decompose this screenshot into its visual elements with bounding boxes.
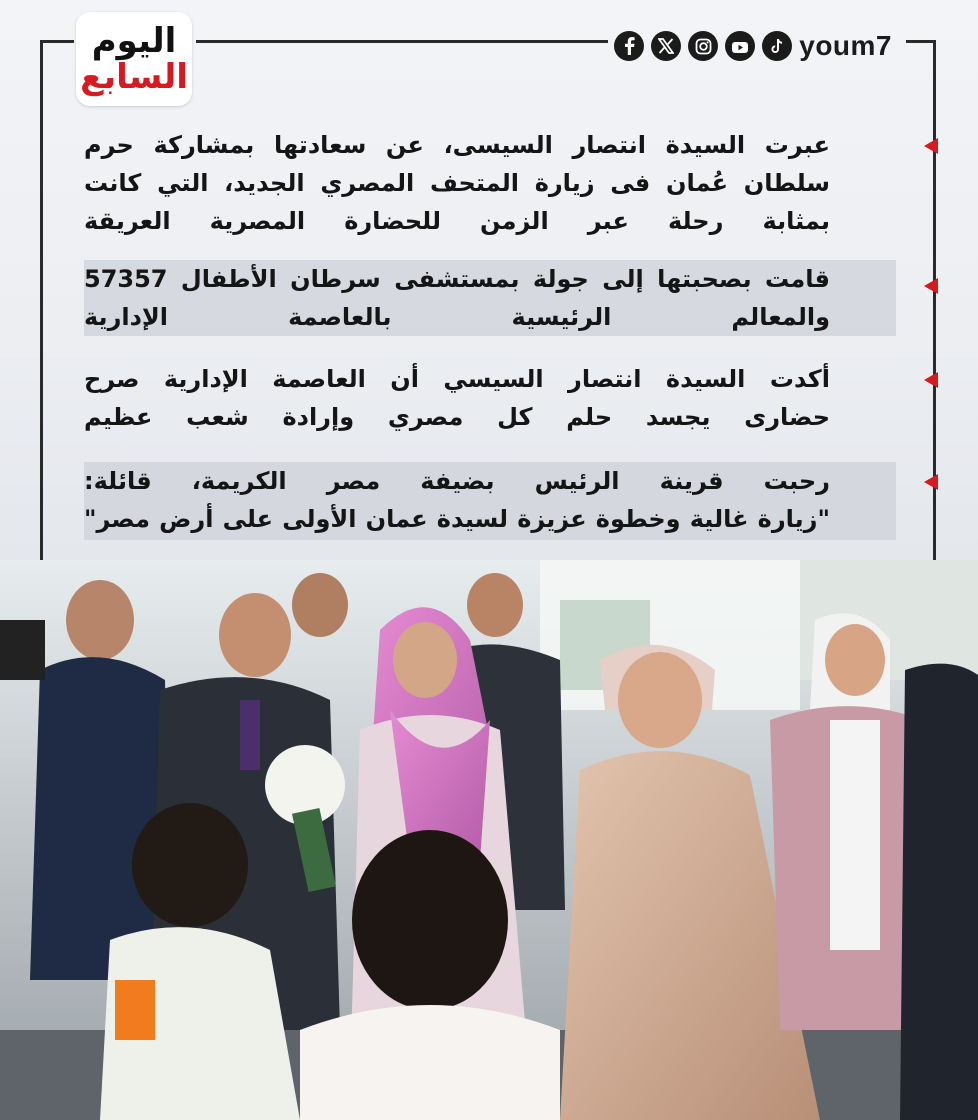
instagram-icon[interactable] — [688, 31, 718, 61]
brand-wordmark: youm7 — [799, 30, 892, 61]
bullet-line: رحبت قرينة الرئيس بضيفة مصر الكريمة، قائلة: — [84, 467, 830, 495]
bullet-text — [84, 126, 830, 240]
bullet-line: حضارى يجسد حلم كل مصري وإرادة شعب عظيم — [84, 403, 830, 431]
frame-top-right-line — [906, 40, 936, 43]
bullet-arrow-icon — [924, 138, 938, 154]
bullet-text — [84, 360, 830, 436]
frame-left-line — [40, 40, 43, 560]
bullet-2 — [84, 260, 896, 336]
x-icon[interactable] — [651, 31, 681, 61]
bullet-line: عبرت السيدة انتصار السيسى، عن سعادتها بمشاركة حرم — [84, 131, 830, 159]
logo-line-top: اليوم — [91, 21, 177, 61]
youm7-arabic-logo[interactable] — [76, 12, 192, 106]
bullet-1 — [84, 126, 896, 240]
bullet-3 — [84, 360, 896, 436]
bullet-arrow-icon — [924, 474, 938, 490]
bullet-text — [84, 260, 830, 336]
facebook-icon[interactable] — [614, 31, 644, 61]
bullet-line: قامت بصحبتها إلى جولة بمستشفى سرطان الأطفال 57357 — [84, 265, 830, 293]
bullet-line: والمعالم الرئيسية بالعاصمة الإدارية — [84, 303, 830, 331]
bullet-arrow-icon — [924, 372, 938, 388]
bullet-text — [84, 462, 830, 538]
youtube-icon[interactable] — [725, 31, 755, 61]
bullet-line: "زيارة غالية وخطوة عزيزة لسيدة عمان الأولى على أرض مصر" — [84, 505, 830, 533]
brand-bar — [614, 27, 896, 65]
tiktok-icon[interactable] — [762, 31, 792, 61]
news-photo — [0, 560, 978, 1120]
bullet-line: أكدت السيدة انتصار السيسي أن العاصمة الإدارية صرح — [84, 365, 830, 393]
bullet-4 — [84, 462, 896, 540]
photo-illustration — [0, 560, 978, 1120]
frame-top-mid-line — [196, 40, 608, 43]
bullet-line: بمثابة رحلة عبر الزمن للحضارة المصرية العريقة — [84, 207, 830, 235]
bullet-line: سلطان عُمان فى زيارة المتحف المصري الجديد، التي كانت — [84, 169, 830, 197]
frame-top-left-line — [40, 40, 74, 43]
logo-line-bottom: السابع — [80, 57, 188, 97]
bullet-arrow-icon — [924, 278, 938, 294]
